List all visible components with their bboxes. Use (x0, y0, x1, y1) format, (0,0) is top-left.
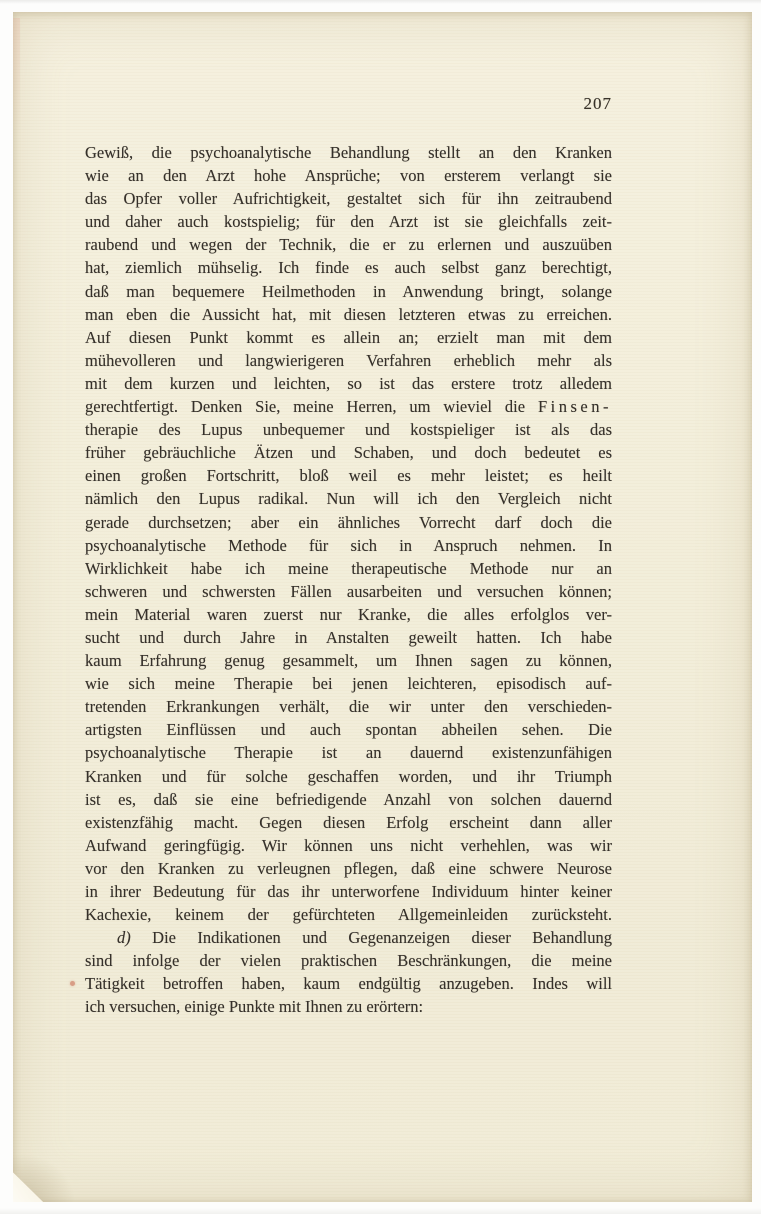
text-line (85, 210, 612, 233)
text-segment: gerechtfertigt. Denken Sie, meine Herren, um wieviel die (85, 397, 538, 417)
page-number: 207 (583, 94, 612, 113)
text-segment: ist es, daß sie eine befriedigende Anzahl von solchen dauernd (85, 789, 612, 809)
text-segment: Wirklichkeit habe ich meine therapeutische Methode nur an (85, 558, 612, 578)
text-segment: kaum Erfahrung genug gesammelt, um Ihnen sagen zu können, (85, 651, 612, 671)
text-segment: vor den Kranken zu verleugnen pflegen, daß eine schwere Neurose (85, 858, 612, 878)
text-segment: tretenden Erkrankungen verhält, die wir unter den verschieden- (85, 697, 612, 717)
text-line (85, 788, 612, 811)
italic-text: d) (117, 928, 131, 948)
text-line (85, 811, 612, 834)
text-segment: früher gebräuchliche Ätzen und Schaben, und doch bedeutet es (85, 443, 612, 463)
book-page (13, 12, 752, 1202)
text-segment: Kachexie, keinem der gefürchteten Allgemeinleiden zurücksteht. (85, 905, 612, 925)
text-segment: gerade durchsetzen; aber ein ähnliches Vorrecht darf doch die (85, 512, 612, 532)
text-segment: hat, ziemlich mühselig. Ich finde es auch selbst ganz berechtigt, (85, 258, 612, 278)
text-line (85, 233, 612, 256)
text-line (85, 672, 612, 695)
text-segment: Die Indikationen und Gegenanzeigen dieser Behandlung (130, 928, 612, 948)
text-line (85, 511, 612, 534)
text-line (85, 441, 612, 464)
text-line (85, 464, 612, 487)
text-line (85, 695, 612, 718)
text-line (85, 164, 612, 187)
text-segment: schweren und schwersten Fällen ausarbeiten und versuchen können; (85, 581, 612, 601)
text-line (85, 372, 612, 395)
text-segment: existenzfähig macht. Gegen diesen Erfolg erscheint dann aller (85, 812, 612, 832)
text-segment: psychoanalytische Therapie ist an dauernd existenzunfähigen (85, 743, 612, 763)
text-line (85, 534, 612, 557)
text-line (85, 626, 612, 649)
text-line (85, 256, 612, 279)
text-line (85, 395, 612, 418)
text-line (85, 972, 612, 995)
text-line (85, 557, 612, 580)
text-line (85, 580, 612, 603)
text-segment: Auf diesen Punkt kommt es allein an; erzielt man mit dem (85, 327, 612, 347)
text-line (85, 995, 612, 1018)
text-line (85, 718, 612, 741)
text-segment: man eben die Aussicht hat, mit diesen letzteren etwas zu erreichen. (85, 304, 612, 324)
text-segment: psychoanalytische Methode für sich in Anspruch nehmen. In (85, 535, 612, 555)
text-segment: therapie des Lupus unbequemer und kostspieliger ist als das (85, 420, 612, 440)
text-line (85, 141, 612, 164)
text-block (85, 141, 612, 1019)
page-curl-bottom-left (13, 1152, 77, 1202)
text-segment: das Opfer voller Aufrichtigkeit, gestaltet sich für ihn zeitraubend (85, 189, 612, 209)
text-segment: daß man bequemere Heilmethoden in Anwendung bringt, solange (85, 281, 612, 301)
text-line (85, 280, 612, 303)
text-line (85, 741, 612, 764)
text-segment: Tätigkeit betroffen haben, kaum endgültig anzugeben. Indes will (85, 974, 612, 994)
text-segment: nämlich den Lupus radikal. Nun will ich den Vergleich nicht (85, 489, 612, 509)
text-line (85, 187, 612, 210)
text-line (85, 857, 612, 880)
text-line (85, 926, 612, 949)
text-line (85, 903, 612, 926)
text-line (85, 349, 612, 372)
text-segment: raubend und wegen der Technik, die er zu erlernen und auszuüben (85, 235, 612, 255)
text-segment: mit dem kurzen und leichten, so ist das erstere trotz alledem (85, 373, 612, 393)
text-segment: in ihrer Bedeutung für das ihr unterworfene Individuum hinter keiner (85, 882, 612, 901)
text-segment: sucht und durch Jahre in Anstalten geweilt hatten. Ich habe (85, 627, 612, 647)
text-line (85, 765, 612, 788)
text-line (85, 649, 612, 672)
text-line (85, 949, 612, 972)
text-line (85, 487, 612, 510)
left-edge-tint (13, 18, 20, 138)
text-segment: Gewiß, die psychoanalytische Behandlung stellt an den Kranken (85, 143, 612, 162)
text-segment: wie an den Arzt hohe Ansprüche; von ersterem verlangt sie (85, 166, 612, 186)
text-segment: mühevolleren und langwierigeren Verfahren erheblich mehr als (85, 350, 612, 370)
text-segment: und daher auch kostspielig; für den Arzt ist sie gleichfalls zeit- (85, 212, 612, 232)
margin-speck (70, 981, 75, 986)
text-line (85, 326, 612, 349)
letterspaced-text: Finsen- (538, 397, 612, 417)
text-segment: sind infolge der vielen praktischen Beschränkungen, die meine (85, 951, 612, 971)
text-segment: Aufwand geringfügig. Wir können uns nicht verhehlen, was wir (85, 835, 612, 855)
text-line (85, 603, 612, 626)
text-segment: artigsten Einflüssen und auch spontan abheilen sehen. Die (85, 720, 612, 740)
text-segment: einen großen Fortschritt, bloß weil es mehr leistet; es heilt (85, 466, 612, 486)
text-line (85, 880, 612, 903)
text-line (85, 418, 612, 441)
text-line (85, 303, 612, 326)
text-segment: mein Material waren zuerst nur Kranke, die alles erfolglos ver- (85, 604, 612, 624)
text-segment: Kranken und für solche geschaffen worden, und ihr Triumph (85, 766, 612, 786)
text-line (85, 834, 612, 857)
text-segment: ich versuchen, einige Punkte mit Ihnen zu erörtern: (85, 997, 424, 1017)
text-segment: wie sich meine Therapie bei jenen leichteren, episodisch auf- (85, 674, 612, 694)
